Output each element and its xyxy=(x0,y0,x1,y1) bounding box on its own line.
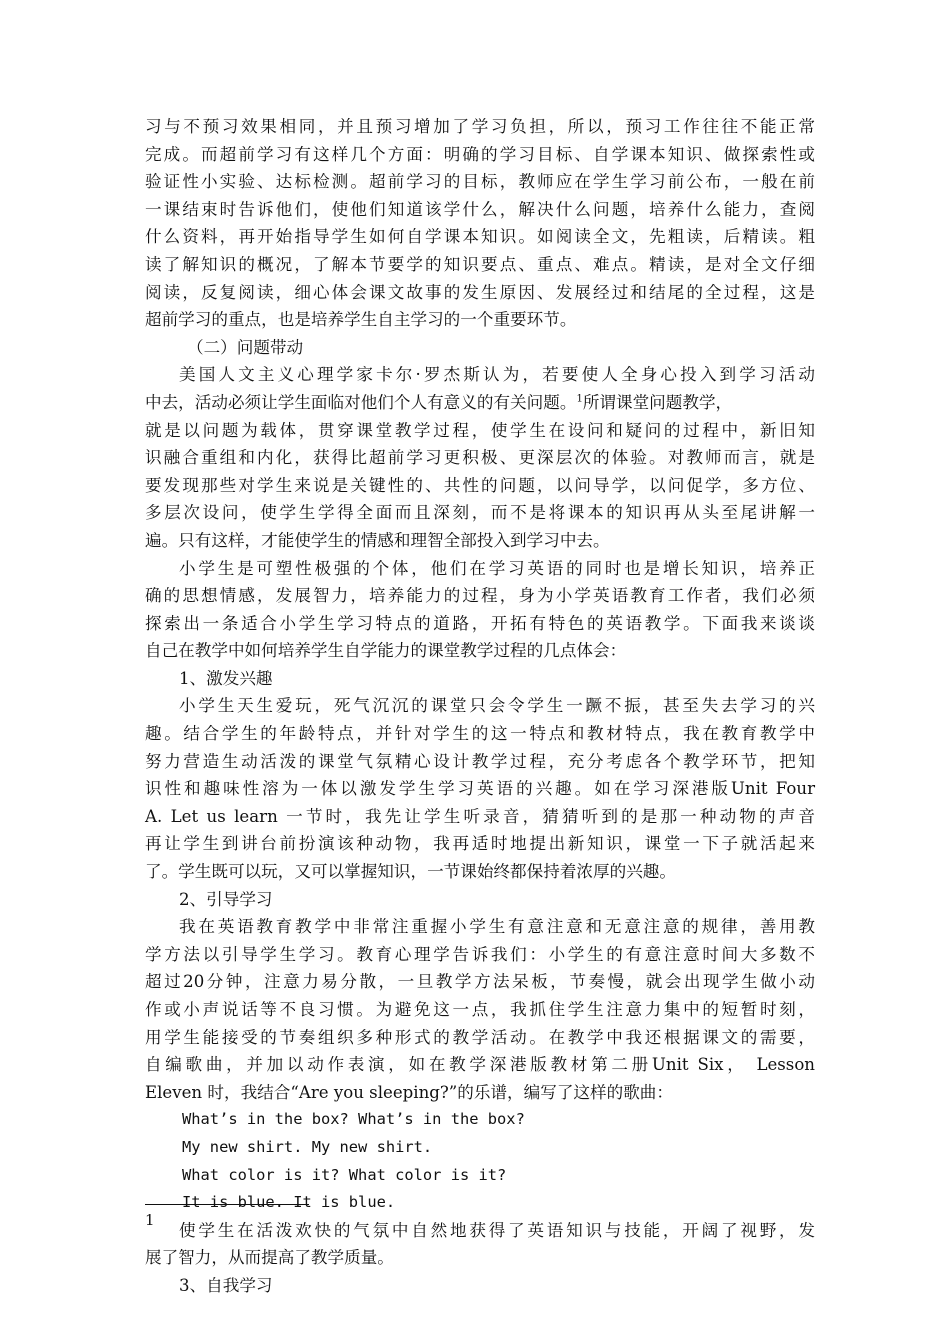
text-line: 我在英语教育教学中非常注重握小学生有意注意和无意注意的规律，善用教 xyxy=(179,917,815,937)
text-line: 趣。结合学生的年龄特点，并针对学生的这一特点和教材特点，我在教育教学中 xyxy=(145,724,815,744)
text-line: 识融合重组和内化，获得比超前学习更积极、更深层次的体验。对教师而言，就是 xyxy=(145,448,815,468)
text-line: 超过20分钟，注意力易分散，一旦教学方法呆板，节奏慢，就会出现学生做小动 xyxy=(145,972,815,992)
paragraph-introduction xyxy=(145,555,815,665)
text-line: 使学生在活泼欢快的气氛中自然地获得了英语知识与技能，开阔了视野，发 xyxy=(179,1220,815,1240)
text-line: 完成。而超前学习有这样几个方面：明确的学习目标、自学课本知识、做探索性或 xyxy=(145,144,815,164)
song-line: My new shirt. My new shirt. xyxy=(182,1137,433,1156)
document-body xyxy=(145,113,815,1300)
text-line: 再让学生到讲台前扮演该种动物，我再适时地提出新知识，课堂一下子就活起来 xyxy=(145,834,815,854)
text-line: 就是以问题为载体，贯穿课堂教学过程，使学生在设问和疑问的过程中，新旧知 xyxy=(145,420,815,440)
text-line: 确的思想情感，发展智力，培养能力的过程，身为小学英语教育工作者，我们必须 xyxy=(145,586,815,606)
text-line: 展了智力，从而提高了教学质量。 xyxy=(145,1248,394,1268)
text-line: 学方法以引导学生学习。教育心理学告诉我们：小学生的有意注意时间大多数不 xyxy=(145,944,815,964)
text-line: A. Let us learn 一节时，我先让学生听录音，猜猜听到的是那一种动物的声音 xyxy=(145,806,815,826)
text-segment: 中去，活动必须让学生面临对他们个人有意义的有关问题。 xyxy=(145,392,577,412)
text-line: 美国人文主义心理学家卡尔·罗杰斯认为，若要使人全身心投入到学习活动 xyxy=(179,365,815,385)
footnote-divider xyxy=(145,1204,309,1205)
section-heading-stimulate-interest: 1、激发兴趣 xyxy=(179,668,273,688)
paragraph-rogers xyxy=(145,361,815,554)
text-line: 多层次设问，使学生学得全面而且深刻，而不是将课本的知识再从头至尾讲解一 xyxy=(145,503,815,523)
text-line: 阅读，反复阅读，细心体会课文故事的发生原因、发展经过和结尾的全过程，这是 xyxy=(145,282,815,302)
section-heading-self-learning: 3、自我学习 xyxy=(179,1275,273,1295)
section-heading-question-driven: （二）问题带动 xyxy=(187,337,304,357)
text-line: 习与不预习效果相同，并且预习增加了学习负担，所以，预习工作往往不能正常 xyxy=(145,117,815,136)
text-line: Eleven 时，我结合“Are you sleeping?”的乐谱，编写了这样的歌曲： xyxy=(145,1082,673,1102)
footnote-marker: 1 xyxy=(145,1211,155,1229)
text-line: 什么资料，再开始指导学生如何自学课本知识。如阅读全文，先粗读，后精读。粗 xyxy=(145,227,815,247)
text-line: 小学生是可塑性极强的个体，他们在学习英语的同时也是增长知识，培养正 xyxy=(179,558,815,578)
text-line: 了。学生既可以玩，又可以掌握知识，一节课始终都保持着浓厚的兴趣。 xyxy=(145,862,676,882)
text-line: 小学生天生爱玩，死气沉沉的课堂只会令学生一蹶不振，甚至失去学习的兴 xyxy=(179,696,815,716)
text-segment: 所谓课堂问题教学， xyxy=(582,392,733,412)
text-line: 遍。只有这样，才能使学生的情感和理智全部投入到学习中去。 xyxy=(145,530,610,550)
text-line: 识性和趣味性溶为一体以激发学生学习英语的兴趣。如在学习深港版Unit Four xyxy=(145,779,815,799)
text-line: 要发现那些对学生来说是关键性的、共性的问题，以问导学，以问促学，多方位、 xyxy=(145,475,815,495)
song-line: What color is it? What color is it? xyxy=(182,1165,507,1184)
paragraph-stimulate-interest xyxy=(145,692,815,885)
song-line: What’s in the box? What’s in the box? xyxy=(182,1110,525,1129)
text-line: 用学生能接受的节奏组织多种形式的教学活动。在教学中我还根据课文的需要， xyxy=(145,1027,815,1047)
paragraph-guided-learning xyxy=(145,913,815,1106)
text-line: 验证性小实验、达标检测。超前学习的目标，教师应在学生学习前公布，一般在前 xyxy=(145,172,815,192)
footnote-reference[interactable]: 1 xyxy=(576,393,583,405)
paragraph-song-result xyxy=(145,1217,815,1272)
text-line: 超前学习的重点，也是培养学生自主学习的一个重要环节。 xyxy=(145,310,577,330)
paragraph-advance-learning xyxy=(145,113,815,334)
text-line xyxy=(145,389,815,417)
text-line: 一课结束时告诉他们，使他们知道该学什么，解决什么问题，培养什么能力，查阅 xyxy=(145,199,815,219)
text-line: 读了解知识的概况，了解本节要学的知识要点、重点、难点。精读，是对全文仔细 xyxy=(145,254,815,274)
text-line: 努力营造生动活泼的课堂气氛精心设计教学过程，充分考虑各个教学环节，把知 xyxy=(145,751,815,771)
text-line: 作或小声说话等不良习惯。为避免这一点，我抓住学生注意力集中的短暂时刻， xyxy=(145,1000,815,1019)
section-heading-guided-learning: 2、引导学习 xyxy=(179,889,273,909)
text-line: 自己在教学中如何培养学生自学能力的课堂教学过程的几点体会： xyxy=(145,641,627,661)
song-line: It is blue. It is blue. xyxy=(182,1193,396,1212)
text-line: 自编歌曲，并加以动作表演，如在教学深港版教材第二册Unit Six， Lesson xyxy=(145,1055,815,1075)
song-lyrics xyxy=(145,1106,815,1216)
text-line: 探索出一条适合小学生学习特点的道路，开拓有特色的英语教学。下面我来谈谈 xyxy=(145,613,815,633)
